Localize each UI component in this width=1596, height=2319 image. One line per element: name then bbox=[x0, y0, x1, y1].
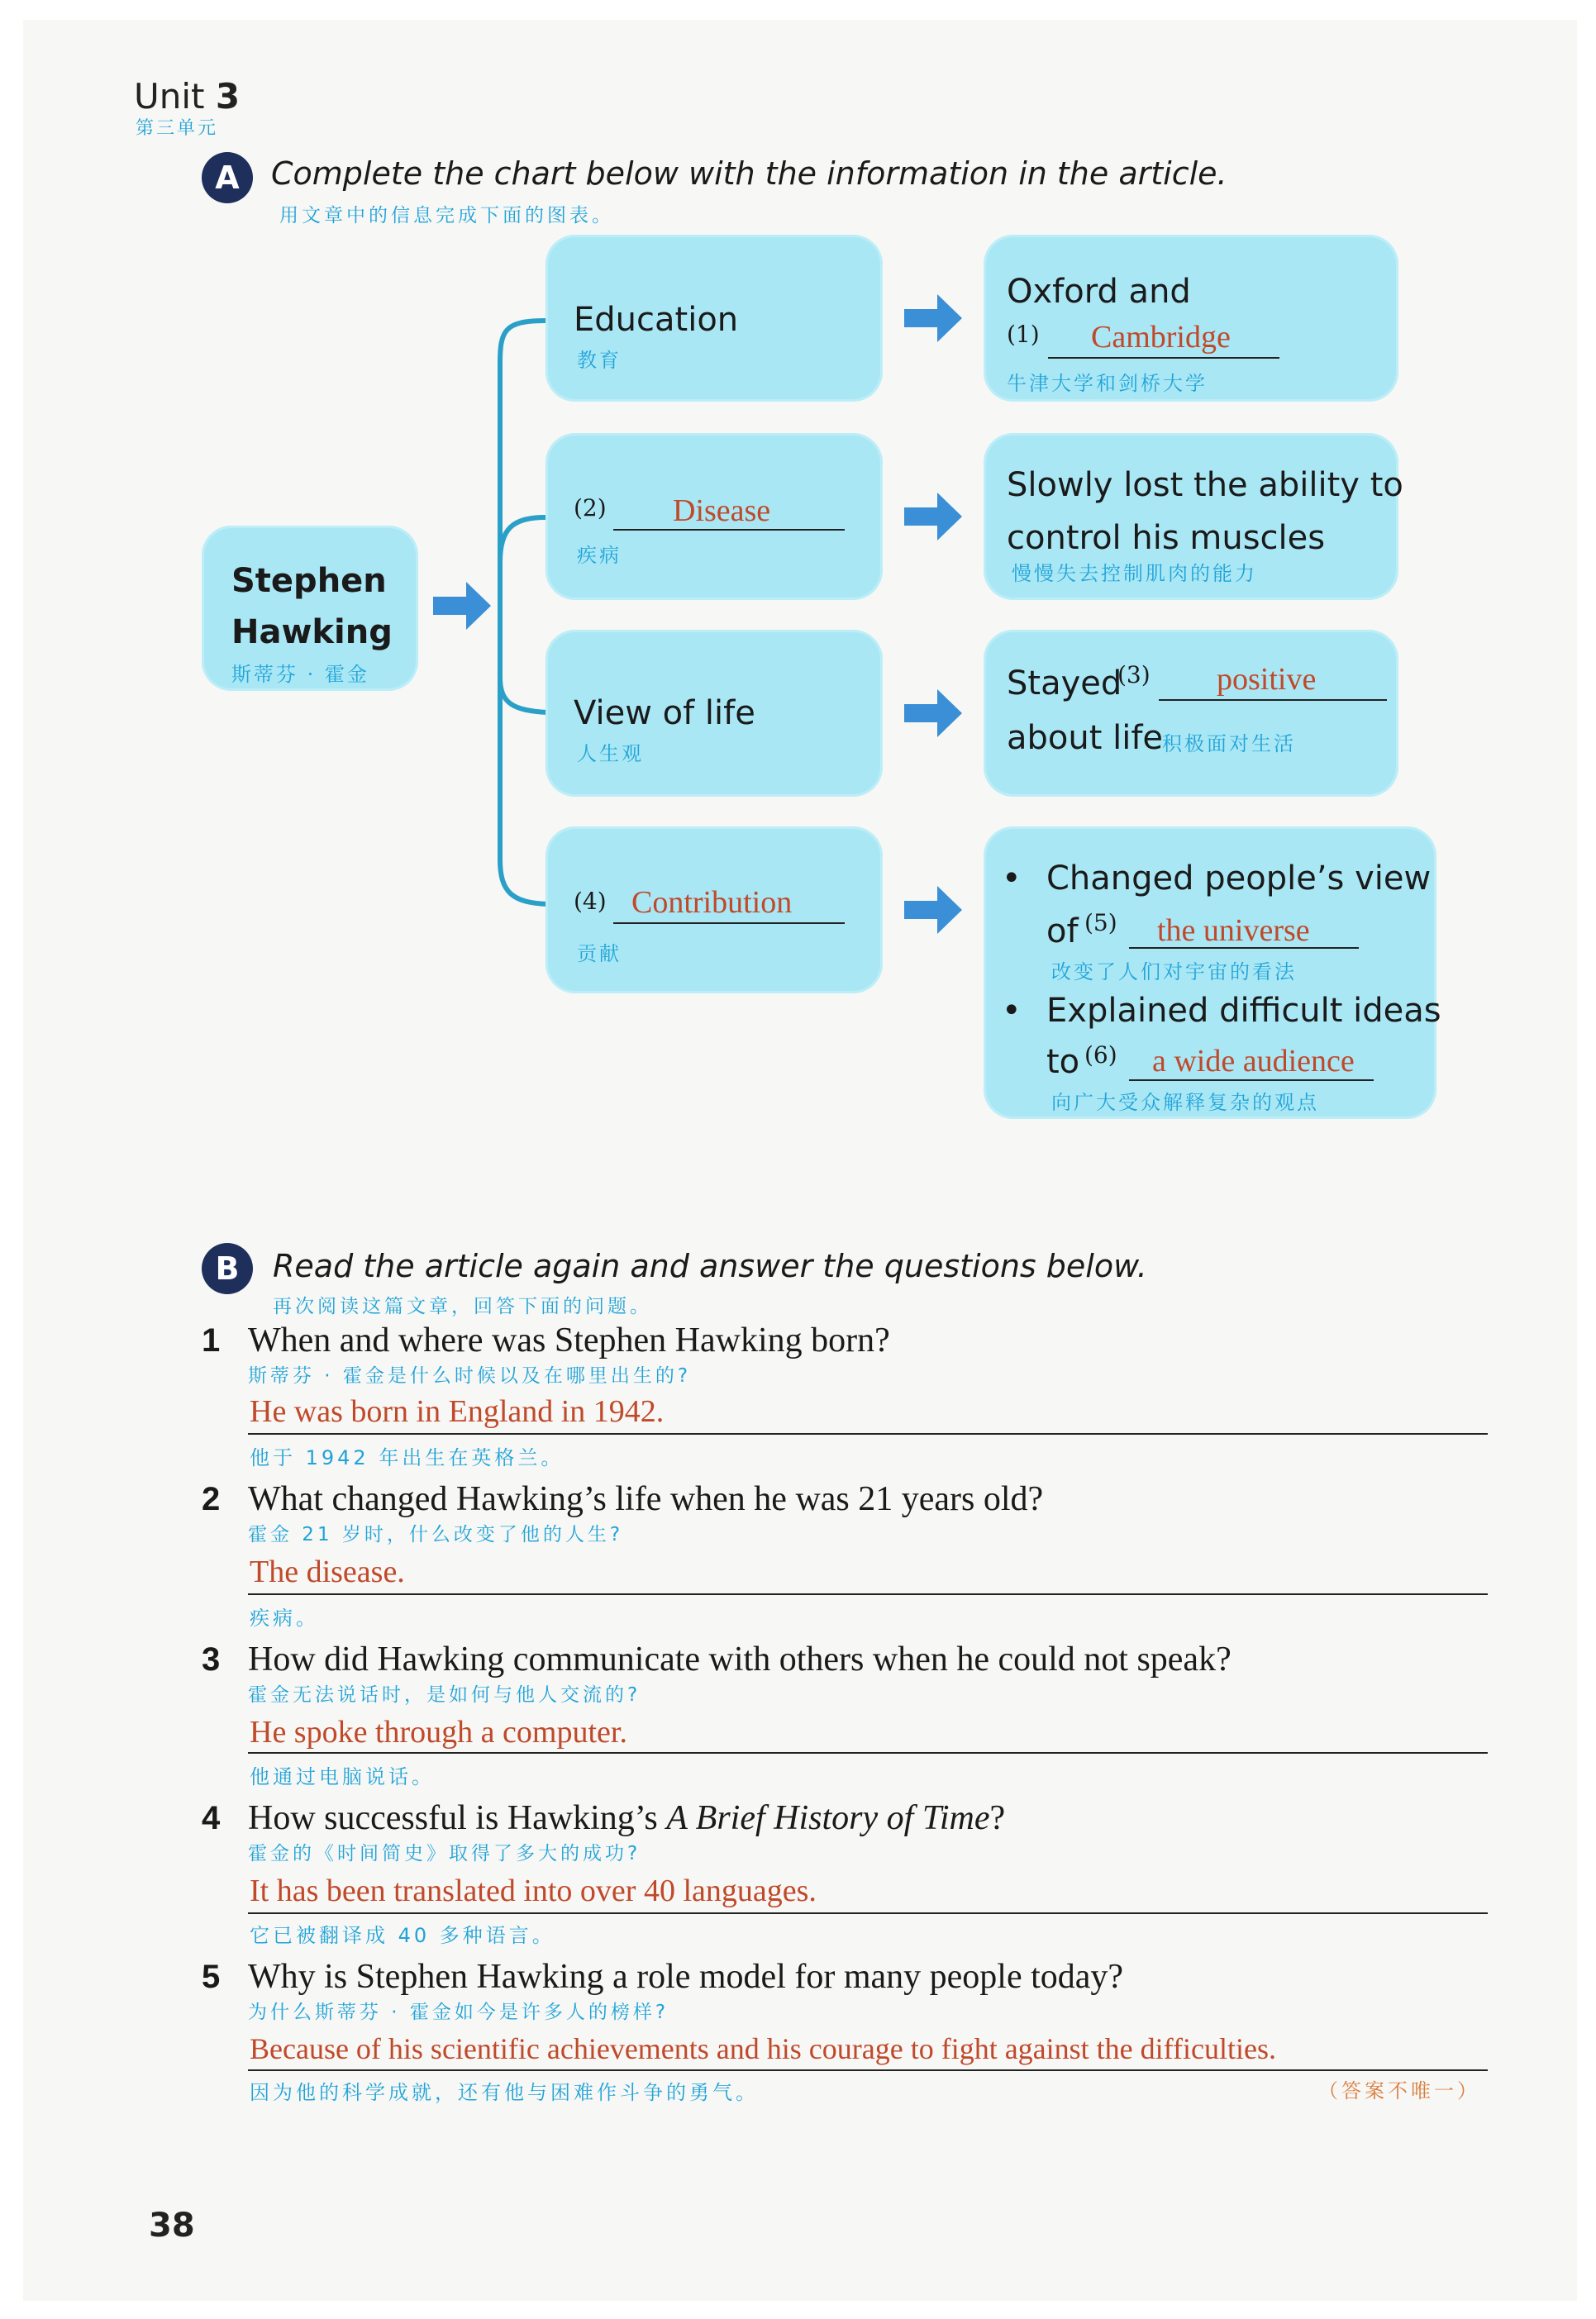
root-name-cn: 斯蒂芬 · 霍金 bbox=[231, 663, 369, 686]
section-a-instruction: Complete the chart below with the information in the article. bbox=[271, 155, 1227, 192]
answer-cn: 疾病。 bbox=[250, 1607, 319, 1630]
left-box-label: View of life bbox=[574, 694, 755, 732]
question-text: When and where was Stephen Hawking born? bbox=[248, 1321, 890, 1359]
left-box-label: Education bbox=[574, 301, 739, 339]
question-text: Why is Stephen Hawking a role model for many people today? bbox=[248, 1958, 1124, 1996]
question-cn: 霍金 21 岁时，什么改变了他的人生? bbox=[248, 1524, 624, 1545]
question-number: 4 bbox=[202, 1800, 221, 1836]
left-box-education bbox=[545, 235, 883, 402]
answer-contribution[interactable]: Contribution bbox=[631, 885, 793, 920]
section-b-instruction-cn: 再次阅读这篇文章，回答下面的问题。 bbox=[273, 1296, 652, 1317]
answer-cambridge[interactable]: Cambridge bbox=[1091, 320, 1231, 355]
arrow-right-icon bbox=[904, 884, 964, 936]
answer-disease[interactable]: Disease bbox=[673, 493, 771, 528]
bullet-1-line1: Changed people’s view bbox=[1046, 860, 1432, 898]
bullet-2-line1: Explained difficult ideas bbox=[1046, 992, 1441, 1030]
right-box-cn: 积极面对生活 bbox=[1162, 732, 1296, 755]
blank-number: (1) bbox=[1007, 321, 1040, 348]
question-cn: 为什么斯蒂芬 · 霍金如今是许多人的榜样? bbox=[248, 2002, 669, 2023]
answer-line bbox=[248, 2069, 1488, 2071]
question-text: How successful is Hawking’s A Brief History of Time? bbox=[248, 1799, 1006, 1837]
right-box-education-detail bbox=[984, 235, 1398, 402]
arrow-right-icon bbox=[904, 491, 964, 542]
right-box-text-line1: Stayed bbox=[1007, 664, 1122, 702]
answer-line bbox=[248, 1593, 1488, 1595]
unit-heading-cn: 第三单元 bbox=[136, 118, 219, 139]
right-box-cn: 牛津大学和剑桥大学 bbox=[1007, 372, 1208, 395]
section-b-instruction: Read the article again and answer the questions below. bbox=[273, 1248, 1147, 1284]
question-cn: 斯蒂芬 · 霍金是什么时候以及在哪里出生的? bbox=[248, 1365, 692, 1387]
blank-number: (5) bbox=[1084, 909, 1117, 936]
blank-number: (3) bbox=[1117, 661, 1151, 688]
bullet-icon: • bbox=[1002, 992, 1022, 1030]
section-a-instruction-cn: 用文章中的信息完成下面的图表。 bbox=[279, 205, 614, 226]
root-name-line2: Hawking bbox=[231, 613, 393, 651]
arrow-right-icon bbox=[904, 688, 964, 739]
answer-text[interactable]: The disease. bbox=[250, 1555, 405, 1589]
left-box-disease bbox=[545, 433, 883, 600]
section-b-badge: B bbox=[202, 1243, 253, 1294]
answer-blank-line bbox=[1129, 1079, 1374, 1081]
bullet-icon: • bbox=[1002, 860, 1022, 898]
answer-positive[interactable]: positive bbox=[1217, 662, 1317, 697]
answer-text[interactable]: It has been translated into over 40 languages. bbox=[250, 1874, 817, 1908]
answer-blank-line bbox=[1159, 699, 1387, 701]
right-box-cn: 慢慢失去控制肌肉的能力 bbox=[1012, 562, 1257, 585]
book-title: A Brief History of Time bbox=[666, 1799, 990, 1837]
question-number: 3 bbox=[202, 1641, 221, 1678]
answer-cn: 他通过电脑说话。 bbox=[250, 1765, 435, 1788]
answer-the-universe[interactable]: the universe bbox=[1157, 913, 1310, 948]
right-box-disease-detail bbox=[984, 433, 1403, 600]
left-box-cn: 疾病 bbox=[577, 544, 622, 567]
answer-text[interactable]: He spoke through a computer. bbox=[250, 1715, 627, 1750]
arrow-right-icon bbox=[904, 293, 964, 344]
right-box-text: Oxford and bbox=[1007, 273, 1191, 311]
arrow-right-icon bbox=[433, 580, 493, 631]
left-box-cn: 人生观 bbox=[577, 742, 644, 765]
bullet-2-cn: 向广大受众解释复杂的观点 bbox=[1051, 1091, 1319, 1114]
answer-a-wide-audience[interactable]: a wide audience bbox=[1152, 1044, 1355, 1079]
answer-cn: 因为他的科学成就，还有他与困难作斗争的勇气。 bbox=[250, 2081, 759, 2104]
bullet-1-line2: of bbox=[1046, 912, 1079, 950]
answer-text[interactable]: Because of his scientific achievements and his courage to fight against the difficulties. bbox=[250, 2032, 1276, 2065]
blank-number: (2) bbox=[574, 494, 607, 521]
answer-blank-line bbox=[1048, 357, 1279, 359]
answer-text[interactable]: He was born in England in 1942. bbox=[250, 1394, 665, 1429]
answer-blank-line bbox=[613, 529, 845, 531]
left-box-cn: 教育 bbox=[577, 349, 622, 372]
answer-blank-line bbox=[613, 922, 845, 924]
blank-number: (4) bbox=[574, 888, 607, 915]
bullet-1-cn: 改变了人们对宇宙的看法 bbox=[1051, 960, 1297, 983]
question-cn: 霍金无法说话时，是如何与他人交流的? bbox=[248, 1684, 641, 1706]
right-box-text-line2: about life bbox=[1007, 719, 1164, 757]
answer-cn: 他于 1942 年出生在英格兰。 bbox=[250, 1446, 565, 1469]
question-text: What changed Hawking’s life when he was 21 years old? bbox=[248, 1480, 1044, 1518]
question-cn: 霍金的《时间简史》取得了多大的成功? bbox=[248, 1843, 641, 1864]
right-box-contribution-detail bbox=[984, 826, 1441, 1119]
right-box-view-detail bbox=[984, 630, 1398, 797]
answer-line bbox=[248, 1912, 1488, 1914]
left-box-view-of-life bbox=[545, 630, 883, 797]
left-box-cn: 贡献 bbox=[577, 942, 622, 965]
blank-number: (6) bbox=[1084, 1041, 1117, 1069]
answer-line bbox=[248, 1433, 1488, 1435]
answer-note: （答案不唯一） bbox=[1318, 2079, 1480, 2102]
left-box-contribution bbox=[545, 826, 883, 993]
page-number: 38 bbox=[149, 2207, 195, 2245]
right-box-text-line2: control his muscles bbox=[1007, 519, 1326, 557]
question-number: 1 bbox=[202, 1322, 221, 1359]
question-number: 5 bbox=[202, 1959, 221, 1995]
root-name-line1: Stephen bbox=[231, 562, 387, 600]
answer-line bbox=[248, 1752, 1488, 1754]
answer-cn: 它已被翻译成 40 多种语言。 bbox=[250, 1924, 555, 1947]
section-a-badge: A bbox=[202, 152, 253, 203]
right-box-text-line1: Slowly lost the ability to bbox=[1007, 466, 1403, 504]
unit-heading: Unit 3 bbox=[134, 76, 241, 117]
question-number: 2 bbox=[202, 1481, 221, 1517]
question-text: How did Hawking communicate with others when he could not speak? bbox=[248, 1640, 1232, 1679]
bullet-2-line2: to bbox=[1046, 1043, 1080, 1081]
root-box-stephen-hawking bbox=[202, 526, 418, 691]
